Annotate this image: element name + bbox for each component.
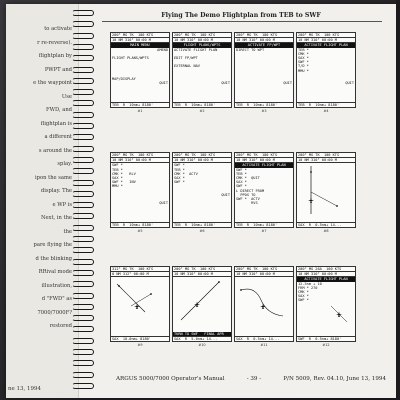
page-footer [116, 376, 386, 382]
left-page-line: s around the [38, 147, 72, 154]
left-page-line: e WP is [52, 201, 72, 208]
screen-menu-line: ACTIVATE FLIGHT PLAN [174, 47, 218, 52]
screen-header: 200° MG TK 100 KTS [235, 267, 293, 272]
screen-menu-line: L DIRECT FROM [236, 188, 265, 193]
spiral-ring [72, 213, 94, 219]
left-page-line: Use [61, 93, 72, 100]
screen-menu-line: TEB * [174, 167, 185, 172]
screen-menu-line: CMK * RLV [112, 171, 136, 176]
figure-number: #8 [323, 229, 329, 233]
nav-screen-s8 [296, 152, 356, 228]
nav-screen-s4 [296, 32, 356, 108]
spiral-ring [72, 304, 94, 310]
map-route-line [241, 289, 283, 316]
left-page-line: RRival mode [38, 269, 72, 275]
left-page-line: d the blinking [35, 255, 72, 262]
left-page-line: r re-reverse). [37, 39, 72, 46]
spiral-ring [72, 191, 94, 197]
spiral-ring [72, 326, 94, 332]
screen-status-bar: SAX R 0.5nm+ 14... [297, 222, 355, 227]
screen-menu-line: SAX * [298, 56, 309, 61]
nav-screen-s12 [296, 266, 356, 342]
map-route-line [181, 282, 219, 320]
screen-menu-line: QUIT [159, 201, 168, 206]
screen-menu-line: QUIT [221, 81, 230, 86]
spiral-ring [72, 168, 94, 174]
screen-subheader: 0 NM 312° 00:00 M [111, 272, 169, 277]
screen-status-bar: TEB R 10nm+ 8180' [173, 222, 231, 227]
book-edge [396, 0, 400, 400]
screen-status-bar: SAX R 0.5nm+ 14... [235, 336, 293, 341]
waypoint-marker [240, 289, 242, 291]
screen-subheader: 10 NM 310° 00:00 M [297, 272, 355, 277]
figure-number: #10 [198, 343, 206, 347]
waypoint-marker [118, 285, 120, 287]
footer-manual-title: ARGUS 5000/7000 Operator's Manual [116, 376, 225, 382]
spiral-ring [72, 349, 94, 355]
waypoint-marker [310, 171, 312, 173]
figure-number: #9 [137, 343, 143, 347]
spiral-ring [72, 134, 94, 140]
screen-menu-line: SWF * [298, 298, 309, 303]
left-page-footer: ne 13, 1994 [8, 386, 42, 392]
spiral-ring [72, 44, 94, 50]
screen-subheader: 10 NM 310° 00:00 M [173, 38, 231, 43]
screen-subheader: 10 NM 310° 00:00 M [235, 272, 293, 277]
screen-header: 200° MG TK 100 KTS [235, 33, 293, 38]
screen-header: 200° MG TK 100 KTS [297, 33, 355, 38]
left-page-line: display. The [40, 188, 72, 194]
screen-header: 200° MG TK 100 KTS [173, 153, 231, 158]
figure-number: #3 [261, 109, 267, 113]
footer-page-number: - 39 - [246, 376, 262, 382]
screen-menu-line: PPOS TO [236, 192, 256, 197]
screen-subheader: 10 NM 310° 00:00 M [111, 158, 169, 163]
spiral-ring [72, 338, 94, 344]
nav-screen-s2 [172, 32, 232, 108]
map-route-line [311, 192, 337, 206]
map-route-line [131, 294, 151, 306]
figure-number: #11 [260, 343, 268, 347]
aircraft-icon [260, 304, 266, 310]
screen-menu-line: DIRECT TO WPT [236, 47, 265, 52]
screen-title-bar: ACTIVATE FP/WPT [235, 43, 293, 47]
moving-map [297, 162, 355, 220]
spiral-ring [72, 247, 94, 253]
screen-menu-line: CMK * ACTV [174, 171, 198, 176]
screen-status-bar: TEB R 10nm+ 8180' [297, 102, 355, 107]
screen-subheader: 10 NM 310° 00:00 M [173, 272, 231, 277]
screen-status-bar: TEB R 10nm+ 8180' [111, 102, 169, 107]
left-page-line: Next, in the [40, 215, 72, 221]
nav-screen-s11 [234, 266, 294, 342]
screen-menu-line: QUIT [159, 81, 168, 86]
spiral-ring [72, 112, 94, 118]
screen-menu-line: SWF * [174, 163, 185, 168]
moving-map [297, 276, 355, 334]
left-page-line: illustration, [41, 282, 72, 289]
spiral-ring [72, 10, 94, 16]
screen-menu-line: SAX * [236, 180, 247, 185]
spiral-ring [72, 281, 94, 287]
screen-header: 200° MG 26A 100 KTS [297, 267, 355, 272]
moving-map [173, 276, 231, 334]
screen-menu-line: MMU * [298, 68, 309, 73]
left-page-line: a different [44, 134, 72, 140]
screen-menu-line: CMK * [298, 51, 309, 56]
nav-screen-s5 [110, 152, 170, 228]
left-page-line: d "FWD" as [41, 296, 72, 302]
spiral-ring [72, 270, 94, 276]
spiral-ring [72, 202, 94, 208]
left-page-line: the [63, 228, 72, 235]
left-page-line: splay. [57, 161, 72, 167]
left-page-line: restored [49, 323, 72, 329]
screen-menu-line: FRM * 270 [298, 285, 318, 290]
screen-subheader: 10 NM 310° 00:00 M [297, 158, 355, 163]
spiral-ring [72, 146, 94, 152]
figure-number: #4 [323, 109, 329, 113]
screen-subheader: 10 NM 310° 00:00 M [297, 38, 355, 43]
screen-subheader: 10 NM 310° 00:00 M [173, 158, 231, 163]
screen-status-bar: SAX 10.0nm+ 8180' [111, 336, 169, 341]
spiral-ring [72, 89, 94, 95]
spiral-ring [72, 100, 94, 106]
screen-subheader: 10 NM 310° 00:00 M [235, 158, 293, 163]
spiral-ring [72, 383, 94, 389]
left-page-line: to activate [44, 26, 72, 32]
nav-screen-s3 [234, 32, 294, 108]
figure-number: #6 [199, 229, 205, 233]
screen-menu-line: SWF * [298, 60, 309, 65]
spiral-ring [72, 67, 94, 73]
moving-map [235, 276, 293, 334]
screen-menu-line: TEB * [236, 171, 247, 176]
screen-menu-line: SWF * [112, 163, 123, 168]
screen-subheader: 10 NM 310° 00:00 M [111, 38, 169, 43]
left-page-line: e the waypoint [33, 80, 72, 86]
waypoint-marker [336, 205, 338, 207]
screen-menu-line: SWF * [236, 184, 247, 189]
screen-menu-line: SAX * [298, 294, 309, 299]
spiral-ring [72, 360, 94, 366]
nav-screen-s1 [110, 32, 170, 108]
spiral-ring [72, 293, 94, 299]
screen-menu-line: SWF * INV [112, 180, 136, 185]
spiral-ring [72, 180, 94, 186]
figure-number: #2 [199, 109, 205, 113]
screen-menu-line: SWF * [236, 167, 247, 172]
screen-menu-line: SWF * ACTV [236, 197, 260, 202]
spiral-ring [72, 259, 94, 265]
screen-header: 200° MG TK 100 KTS [173, 267, 231, 272]
map-route-line [117, 284, 145, 312]
spiral-ring [72, 21, 94, 27]
left-page-line: PWPT and [44, 66, 72, 73]
left-page-line: flightplan by [38, 53, 72, 59]
figure-number: #7 [261, 229, 267, 233]
screen-menu-line: AMEND [157, 47, 168, 52]
screen-menu-line: QUIT [283, 81, 292, 86]
screen-subheader: 10 NM 310° 00:00 M [235, 38, 293, 43]
spiral-ring [72, 236, 94, 242]
waypoint-marker [150, 293, 152, 295]
screen-menu-line: MAP/DISPLAY [112, 77, 136, 82]
spiral-ring [72, 33, 94, 39]
screen-menu-line: EXTERNAL NAV [174, 64, 200, 69]
screen-status-bar: SAX R 5.0nm+ 14... [173, 336, 231, 341]
screen-title-bar: ACTIVATE FLIGHT PLAN [297, 277, 355, 281]
screen-menu-line: QUIT [345, 81, 354, 86]
screen-status-bar: TEB R 10nm+ 8180' [173, 102, 231, 107]
screen-menu-line: FLIGHT PLANS/WPTS [112, 56, 149, 61]
moving-map [111, 276, 169, 334]
screen-status-bar: TEB R 10nm+ 8180' [235, 222, 293, 227]
left-page-line: 7000/7000F? [37, 309, 72, 316]
nav-screen-s7 [234, 152, 294, 228]
screen-menu-line: QUIT [221, 192, 230, 197]
spiral-ring [72, 78, 94, 84]
screen-status-bar: TEB R 10nm+ 8180' [111, 222, 169, 227]
spiral-ring [72, 225, 94, 231]
screen-header: 200° MG TK 100 KTS [297, 153, 355, 158]
screen-menu-line: 12.5nm + 10 [298, 281, 322, 286]
screen-title-bar: ACTIVATE FLIGHT PLAN [297, 43, 355, 47]
screen-header: 200° MG TK 100 KTS [173, 33, 231, 38]
left-page-line: FWD, and [46, 107, 72, 113]
spiral-ring [72, 372, 94, 378]
page-header: Flying The Demo Flightplan from TEB to SWF [161, 12, 321, 19]
manual-page [6, 4, 398, 398]
screen-menu-line: TEB * [298, 47, 309, 52]
spiral-ring [72, 315, 94, 321]
aircraft-icon [308, 198, 314, 204]
left-page-line: pare flying the [33, 242, 72, 248]
left-page-line: flightplan is [40, 120, 72, 127]
screen-header: 200° MG TK 100 KTS [111, 153, 169, 158]
screen-menu-line: SAX * [112, 176, 123, 181]
footer-part-number: P/N 5009, Rev. 04.10, June 13, 1994 [283, 376, 386, 382]
screen-menu-line: MMU * [112, 184, 123, 189]
spiral-ring [72, 55, 94, 61]
screen-message-banner: TURN TO SWF FINAL APR [173, 332, 231, 336]
left-page-line: ipon the same [35, 174, 72, 181]
left-page [6, 4, 79, 398]
figure-number: #12 [322, 343, 330, 347]
nav-screen-s6 [172, 152, 232, 228]
screen-menu-line: TEB * [112, 167, 123, 172]
screen-title-bar: ACTIVATE FLIGHT PLAN [235, 163, 293, 167]
screen-title-bar: FLIGHT PLANS/WPTS [173, 43, 231, 47]
header-rule [102, 21, 382, 22]
figure-number: #5 [137, 229, 143, 233]
screen-status-bar: SWF R 0.5nm+ 8180' [297, 336, 355, 341]
screen-menu-line: CMK * [298, 290, 309, 295]
nav-screen-s9 [110, 266, 170, 342]
screen-menu-line: SWF * [174, 180, 185, 185]
screen-menu-line: EDIT FP/WPT [174, 56, 198, 61]
screen-menu-line: T/D * [298, 64, 309, 69]
screen-menu-line: RVS [236, 201, 258, 206]
screen-header: 312° MG TK 100 KTS [111, 267, 169, 272]
screen-title-bar: MAIN MENU [111, 43, 169, 47]
spiral-ring [72, 123, 94, 129]
screen-status-bar: TEB R 10nm+ 8180' [235, 102, 293, 107]
spiral-ring [72, 157, 94, 163]
screen-header: 200° MG TK 100 KTS [111, 33, 169, 38]
screen-header: 200° MG TK 100 KTS [235, 153, 293, 158]
waypoint-marker [218, 281, 220, 283]
screen-menu-line [173, 201, 231, 205]
figure-number: #1 [137, 109, 143, 113]
screen-menu-line: CMK * QUIT [236, 176, 260, 181]
spiral-binding [72, 4, 96, 398]
screen-menu-line: SAX * [174, 176, 185, 181]
nav-screen-s10 [172, 266, 232, 342]
